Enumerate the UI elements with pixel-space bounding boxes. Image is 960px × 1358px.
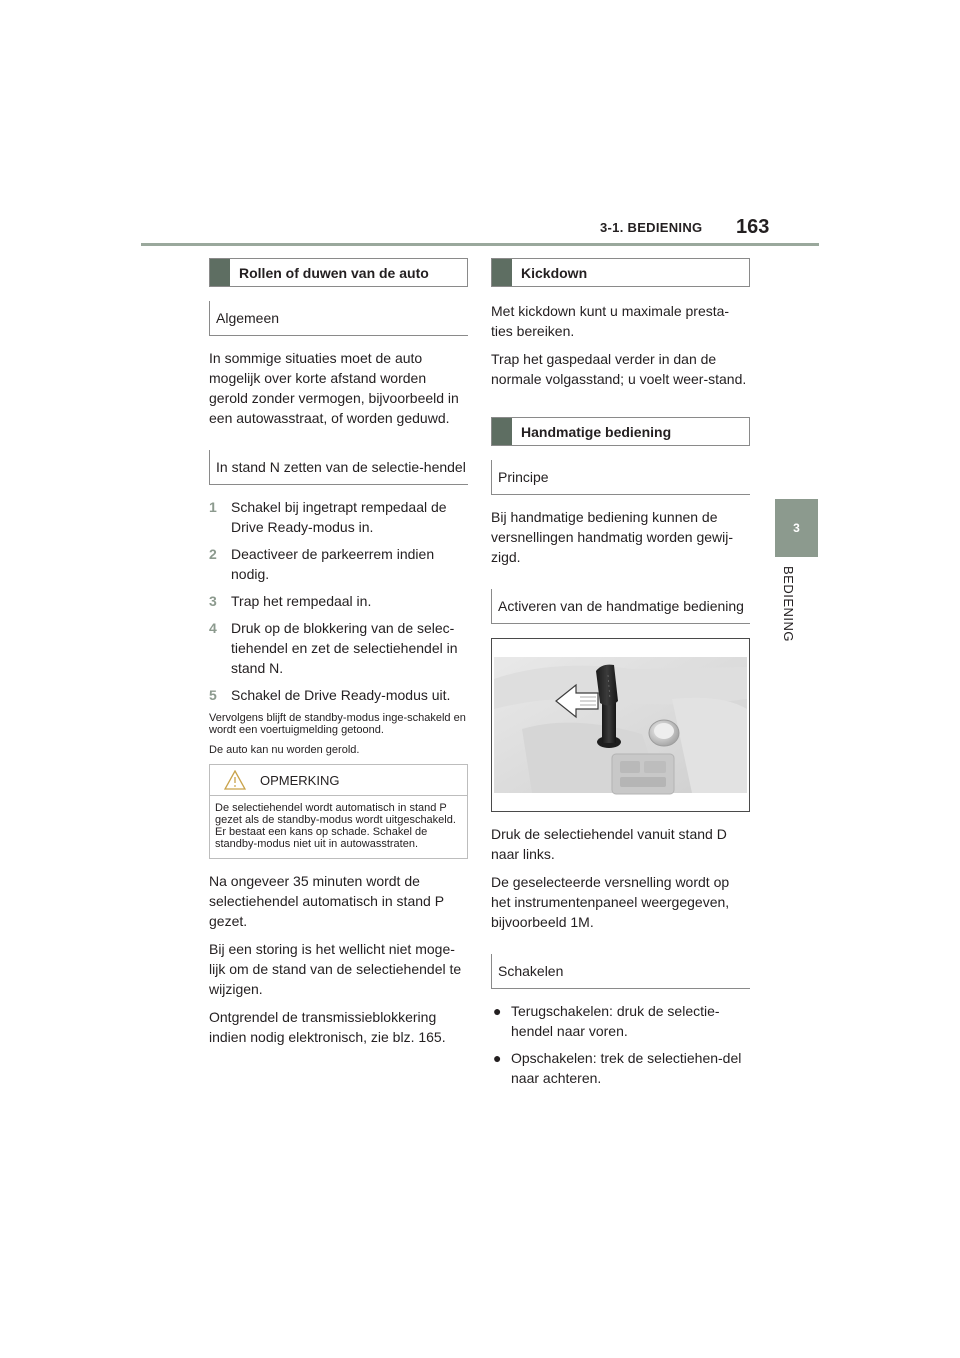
step-item	[209, 497, 468, 537]
subheading-shifting: Schakelen	[491, 954, 750, 989]
paragraph: Na ongeveer 35 minuten wordt de selectiehendel automatisch in stand P gezet.	[209, 873, 444, 929]
notice-header	[210, 765, 467, 796]
chapter-tab: 3	[775, 499, 818, 557]
section-heading-kickdown	[491, 258, 750, 287]
step-text: Schakel de Drive Ready-modus uit.	[231, 687, 451, 703]
step-number: 5	[209, 687, 217, 703]
section-heading-manual	[491, 417, 750, 446]
subheading-activate: Activeren van de handmatige bediening	[491, 589, 750, 624]
bullet-item	[491, 1001, 750, 1041]
page-number: 163	[736, 216, 770, 238]
notice-title: OPMERKING	[260, 772, 340, 788]
step-list	[209, 497, 468, 705]
section-header: 3-1. BEDIENING	[600, 220, 703, 235]
bullet-list	[491, 1001, 750, 1088]
bullet-item	[491, 1048, 750, 1088]
notice-text: De selectiehendel wordt automatisch in stand P gezet als de standby-modus wordt uitgeschakeld. Er bestaat een kans op schade. Schakel de standby-modus niet uit in autowasstraten.	[215, 802, 456, 850]
subheading-principle: Principe	[491, 460, 750, 495]
warning-triangle-icon	[224, 770, 246, 790]
bullet-icon: ●	[493, 1050, 502, 1066]
chapter-label: BEDIENING	[781, 566, 796, 643]
bullet-icon: ●	[493, 1003, 502, 1019]
step-item	[209, 591, 468, 611]
subheading-neutral: In stand N zetten van de selectie-hendel	[209, 450, 468, 485]
step-text: Druk op de blokkering van de selec-tiehendel en zet de selectiehendel in stand N.	[231, 620, 458, 676]
step-number: 2	[209, 546, 217, 562]
paragraph: Met kickdown kunt u maximale presta-ties bereiken.	[491, 303, 730, 339]
header-divider	[141, 243, 819, 246]
small-note: Vervolgens blijft de standby-modus inge-schakeld en wordt een voertuigmelding getoond.	[209, 712, 466, 736]
subheading-general: Algemeen	[209, 301, 468, 336]
notice-box	[209, 764, 468, 859]
heading-marker	[210, 259, 230, 286]
step-item	[209, 618, 468, 678]
step-number: 4	[209, 620, 217, 636]
gear-lever-image	[492, 639, 749, 811]
heading-marker	[492, 418, 512, 445]
bullet-text: Opschakelen: trek de selectiehen-del naar achteren.	[511, 1050, 742, 1086]
small-note: De auto kan nu worden gerold.	[209, 744, 360, 756]
paragraph: De geselecteerde versnelling wordt op het instrumentenpaneel weergegeven, bijvoorbeeld 1M.	[491, 874, 730, 930]
bullet-text: Terugschakelen: druk de selectie-hendel naar voren.	[511, 1003, 720, 1039]
heading-marker	[492, 259, 512, 286]
step-text: Trap het rempedaal in.	[231, 593, 372, 609]
step-text: Deactiveer de parkeerrem indien nodig.	[231, 546, 435, 582]
paragraph: Bij een storing is het wellicht niet moge-lijk om de stand van de selectiehendel te wijzigen.	[209, 941, 462, 997]
section-heading-text: Kickdown	[521, 264, 588, 281]
step-number: 1	[209, 499, 217, 515]
paragraph: Ontgrendel de transmissieblokkering indien nodig elektronisch, zie blz. 165.	[209, 1009, 446, 1045]
section-heading-text: Handmatige bediening	[521, 423, 672, 440]
step-text: Schakel bij ingetrapt rempedaal de Drive Ready-modus in.	[231, 499, 447, 535]
paragraph: Bij handmatige bediening kunnen de versnellingen handmatig worden gewij-zigd.	[491, 509, 734, 565]
section-heading-text: Rollen of duwen van de auto	[239, 264, 429, 281]
paragraph: Druk de selectiehendel vanuit stand D naar links.	[491, 826, 727, 862]
gear-selector-illustration	[491, 638, 750, 812]
step-item	[209, 544, 468, 584]
step-number: 3	[209, 593, 217, 609]
left-column	[209, 258, 468, 1055]
paragraph: Trap het gaspedaal verder in dan de normale volgasstand; u voelt weer-stand.	[491, 351, 747, 387]
paragraph: In sommige situaties moet de auto mogelijk over korte afstand worden gerold zonder vermogen, bijvoorbeeld in een autowasstraat, of worden geduwd.	[209, 350, 459, 426]
section-heading-rolling	[209, 258, 468, 287]
right-column	[491, 258, 750, 1095]
step-item	[209, 685, 468, 705]
